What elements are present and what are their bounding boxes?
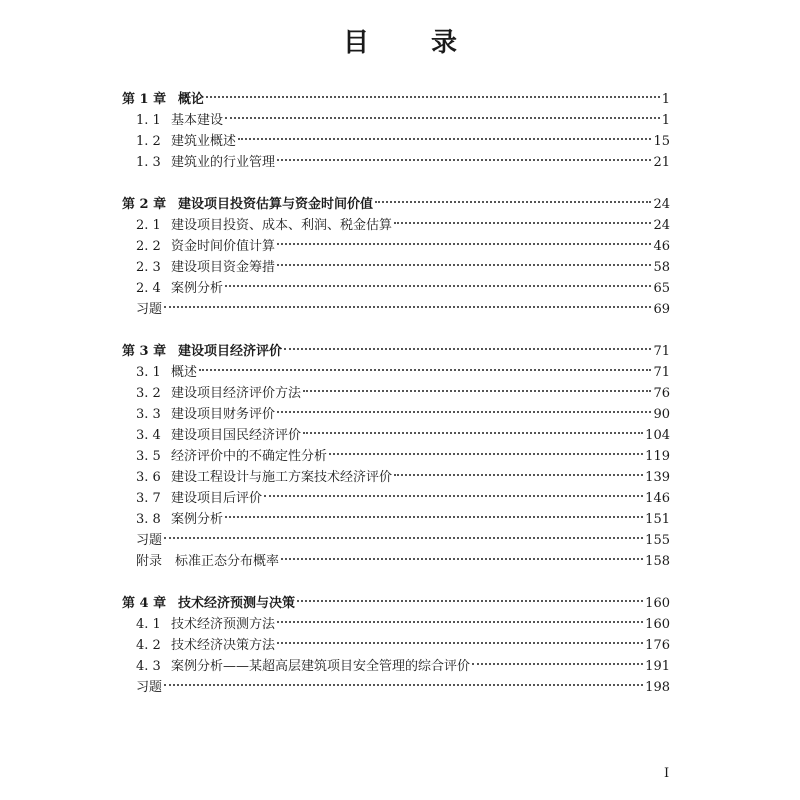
toc-section-entry[interactable] [122,467,670,488]
entry-number: 3. 4 [136,428,161,443]
entry-number: 第 4 章 [122,596,167,611]
entry-title: 概论 [178,92,205,107]
dot-leader [303,431,643,434]
dot-leader [264,494,643,497]
entry-page-number: 69 [653,302,670,317]
toc-chapter-entry[interactable] [122,593,670,614]
toc-section-entry[interactable] [122,530,670,551]
entry-page-number: 1 [661,92,670,107]
entry-title: 资金时间价值计算 [171,239,276,254]
entry-title: 建设项目资金筹措 [171,260,276,275]
toc-chapter-entry[interactable] [122,341,670,362]
entry-title: 习题 [136,533,163,548]
toc-chapter-entry[interactable] [122,89,670,110]
dot-leader [199,368,651,371]
entry-title: 建设项目经济评价方法 [171,386,302,401]
entry-title: 技术经济预测与决策 [178,596,296,611]
toc-section-entry[interactable] [122,656,670,677]
entry-page-number: 198 [645,680,670,695]
entry-number: 第 1 章 [122,92,167,107]
toc-section-entry[interactable] [122,383,670,404]
table-of-contents [122,89,670,719]
toc-section-entry[interactable] [122,362,670,383]
toc-section-entry[interactable] [122,152,670,173]
toc-section-entry[interactable] [122,110,670,131]
entry-page-number: 176 [645,638,670,653]
entry-title: 习题 [136,302,163,317]
entry-page-number: 146 [645,491,670,506]
entry-page-number: 71 [653,344,670,359]
entry-page-number: 151 [645,512,670,527]
entry-page-number: 46 [653,239,670,254]
entry-page-number: 76 [653,386,670,401]
dot-leader [277,620,643,623]
dot-leader [277,641,643,644]
entry-number: 3. 6 [136,470,161,485]
entry-title: 建设工程设计与施工方案技术经济评价 [171,470,393,485]
toc-section-entry[interactable] [122,236,670,257]
entry-title: 建筑业概述 [171,134,237,149]
entry-title: 概述 [171,365,198,380]
dot-leader [225,116,660,119]
chapter-group [122,341,670,572]
toc-section-entry[interactable] [122,278,670,299]
entry-title: 附录 标准正态分布概率 [136,554,280,569]
chapter-group [122,194,670,320]
entry-number: 1. 2 [136,134,161,149]
entry-number: 2. 1 [136,218,161,233]
toc-section-entry[interactable] [122,131,670,152]
entry-page-number: 160 [645,617,670,632]
entry-page-number: 21 [653,155,670,170]
toc-section-entry[interactable] [122,677,670,698]
entry-title: 基本建设 [171,113,224,128]
dot-leader [472,662,643,665]
entry-title: 建设项目国民经济评价 [171,428,302,443]
entry-number: 4. 3 [136,659,161,674]
page-title [0,22,800,59]
entry-page-number: 65 [653,281,670,296]
entry-number: 3. 3 [136,407,161,422]
dot-leader [394,473,643,476]
entry-number: 3. 1 [136,365,161,380]
dot-leader [277,410,651,413]
toc-section-entry[interactable] [122,509,670,530]
entry-title: 建设项目投资估算与资金时间价值 [178,197,374,212]
dot-leader [206,95,660,98]
entry-page-number: 24 [653,218,670,233]
toc-section-entry[interactable] [122,488,670,509]
entry-title: 案例分析 [171,281,224,296]
entry-number: 第 3 章 [122,344,167,359]
entry-title: 案例分析——某超高层建筑项目安全管理的综合评价 [171,659,471,674]
entry-title: 技术经济决策方法 [171,638,276,653]
entry-number: 3. 2 [136,386,161,401]
entry-number: 3. 8 [136,512,161,527]
toc-chapter-entry[interactable] [122,194,670,215]
dot-leader [277,158,651,161]
entry-page-number: 90 [653,407,670,422]
title-char-1: 目 [342,28,369,58]
entry-number: 第 2 章 [122,197,167,212]
entry-page-number: 119 [645,449,670,464]
toc-section-entry[interactable] [122,404,670,425]
entry-number: 1. 3 [136,155,161,170]
dot-leader [303,389,651,392]
entry-page-number: 191 [645,659,670,674]
title-char-2: 录 [431,28,458,58]
toc-section-entry[interactable] [122,299,670,320]
toc-section-entry[interactable] [122,257,670,278]
entry-page-number: 58 [653,260,670,275]
entry-number: 1. 1 [136,113,161,128]
chapter-group [122,593,670,698]
dot-leader [225,515,643,518]
entry-title: 建设项目财务评价 [171,407,276,422]
toc-section-entry[interactable] [122,635,670,656]
entry-page-number: 24 [653,197,670,212]
entry-page-number: 139 [645,470,670,485]
entry-title: 案例分析 [171,512,224,527]
entry-title: 建设项目经济评价 [178,344,283,359]
entry-title: 建设项目后评价 [171,491,263,506]
dot-leader [297,599,643,602]
toc-section-entry[interactable] [122,551,670,572]
dot-leader [394,221,651,224]
entry-title: 习题 [136,680,163,695]
toc-section-entry[interactable] [122,614,670,635]
entry-page-number: 158 [645,554,670,569]
entry-number: 3. 5 [136,449,161,464]
footer-page-number: I [664,766,670,781]
toc-section-entry[interactable] [122,425,670,446]
entry-number: 4. 1 [136,617,161,632]
entry-title: 技术经济预测方法 [171,617,276,632]
entry-page-number: 15 [653,134,670,149]
dot-leader [164,536,643,539]
entry-title: 建筑业的行业管理 [171,155,276,170]
dot-leader [277,242,651,245]
entry-number: 4. 2 [136,638,161,653]
entry-page-number: 155 [645,533,670,548]
dot-leader [238,137,651,140]
dot-leader [375,200,651,203]
dot-leader [284,347,651,350]
entry-number: 3. 7 [136,491,161,506]
entry-page-number: 160 [645,596,670,611]
entry-page-number: 71 [653,365,670,380]
dot-leader [164,683,643,686]
dot-leader [281,557,643,560]
dot-leader [164,305,651,308]
dot-leader [329,452,643,455]
chapter-group [122,89,670,173]
toc-section-entry[interactable] [122,215,670,236]
entry-page-number: 1 [661,113,670,128]
entry-number: 2. 4 [136,281,161,296]
dot-leader [277,263,651,266]
dot-leader [225,284,651,287]
entry-number: 2. 3 [136,260,161,275]
entry-number: 2. 2 [136,239,161,254]
entry-page-number: 104 [645,428,670,443]
entry-title: 经济评价中的不确定性分析 [171,449,328,464]
entry-title: 建设项目投资、成本、利润、税金估算 [171,218,393,233]
toc-section-entry[interactable] [122,446,670,467]
